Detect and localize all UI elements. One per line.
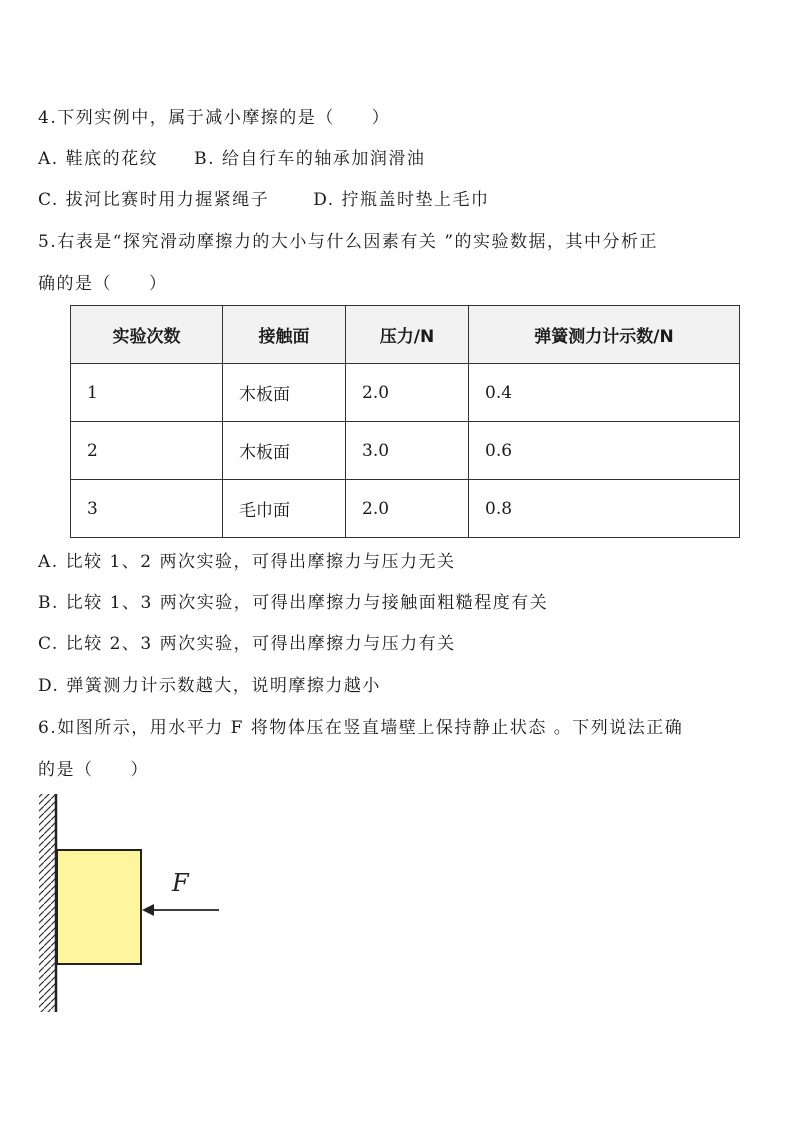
table-cell: 3	[71, 480, 223, 538]
table-row	[71, 422, 740, 480]
q6-wall-force-figure	[30, 792, 250, 1021]
table-cell: 2	[71, 422, 223, 480]
q5-option-b: B. 比较 1、3 两次实验，可得出摩擦力与接触面粗糙程度有关	[38, 593, 549, 613]
q4-option-a: A. 鞋底的花纹	[38, 149, 159, 169]
table-cell: 木板面	[223, 422, 346, 480]
table-row	[71, 364, 740, 422]
table-cell: 2.0	[346, 364, 469, 422]
wall-diagram	[30, 792, 250, 1017]
table-cell: 毛巾面	[223, 480, 346, 538]
force-label: F	[172, 869, 189, 897]
table-header-cell: 接触面	[223, 306, 346, 364]
q5-option-d: D. 弹簧测力计示数越大，说明摩擦力越小	[38, 676, 381, 696]
table-cell: 1	[71, 364, 223, 422]
pressed-block	[57, 850, 141, 964]
wall-hatching	[39, 794, 56, 1012]
q6-stem-line-1: 6.如图所示，用水平力 F 将物体压在竖直墙壁上保持静止状态 。下列说法正确	[38, 718, 684, 738]
force-arrow-head	[142, 904, 154, 916]
table-cell: 0.4	[469, 364, 740, 422]
q5-option-c: C. 比较 2、3 两次实验，可得出摩擦力与压力有关	[38, 634, 456, 654]
q4-options-row-2	[38, 188, 490, 212]
table-header-cell: 弹簧测力计示数/N	[469, 306, 740, 364]
q4-option-d: D. 拧瓶盖时垫上毛巾	[313, 190, 490, 210]
q5-option-a: A. 比较 1、2 两次实验，可得出摩擦力与压力无关	[38, 552, 456, 572]
q5-data-table	[70, 305, 739, 538]
table-cell: 木板面	[223, 364, 346, 422]
q4-stem: 4.下列实例中，属于减小摩擦的是（ ）	[38, 108, 391, 128]
q4-option-b: B. 给自行车的轴承加润滑油	[194, 149, 426, 169]
table-cell: 0.8	[469, 480, 740, 538]
q5-stem-line-1: 5.右表是“探究滑动摩擦力的大小与什么因素有关 ”的实验数据，其中分析正	[38, 232, 659, 252]
table-header-cell: 实验次数	[71, 306, 223, 364]
q4-option-c: C. 拔河比赛时用力握紧绳子	[38, 190, 270, 210]
table-cell: 2.0	[346, 480, 469, 538]
table-header-row	[71, 306, 740, 364]
q5-stem-line-2: 确的是（ ）	[38, 274, 168, 294]
table-cell: 3.0	[346, 422, 469, 480]
q4-options-row-1	[38, 147, 425, 171]
table-row	[71, 480, 740, 538]
q6-stem-line-2: 的是（ ）	[38, 760, 149, 780]
table-cell: 0.6	[469, 422, 740, 480]
table-header-cell: 压力/N	[346, 306, 469, 364]
